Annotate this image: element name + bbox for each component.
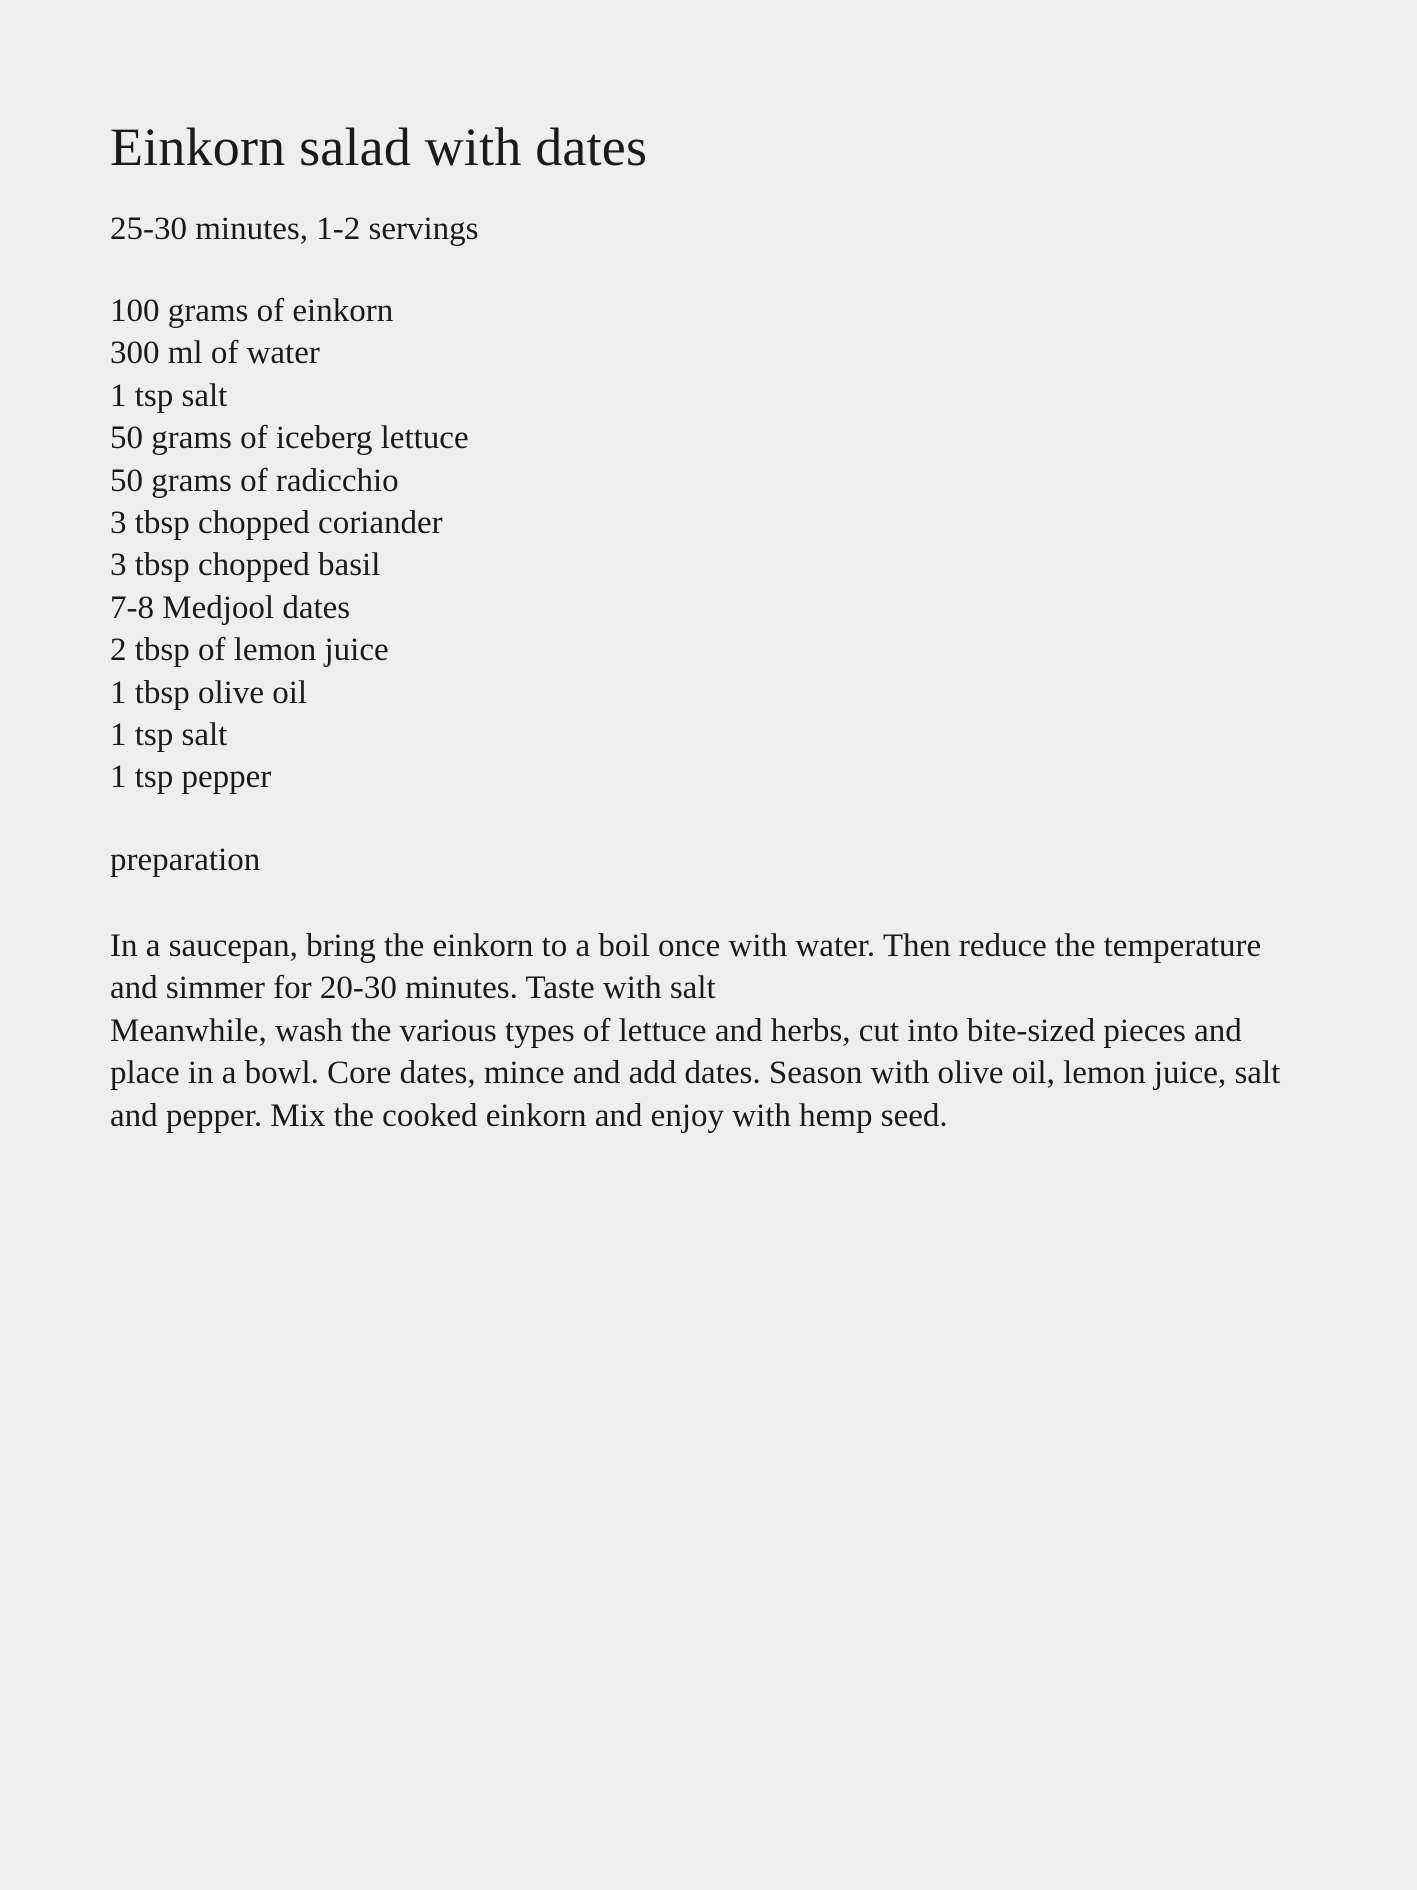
recipe-title: Einkorn salad with dates [110, 117, 648, 177]
ingredient-item: 7-8 Medjool dates [110, 589, 351, 626]
preparation-heading: preparation [110, 841, 261, 878]
ingredient-item: 3 tbsp chopped basil [110, 547, 381, 584]
ingredient-item: 50 grams of radicchio [110, 462, 399, 499]
recipe-page [110, 112, 1310, 1137]
ingredient-item: 300 ml of water [110, 335, 320, 372]
ingredient-item: 3 tbsp chopped coriander [110, 505, 443, 542]
ingredient-list [110, 290, 1310, 799]
ingredient-item: 1 tsp pepper [110, 759, 272, 796]
ingredient-item: 1 tbsp olive oil [110, 674, 308, 711]
preparation-step: Meanwhile, wash the various types of lettuce and herbs, cut into bite-sized pieces and place in a bowl. Core dates, mince and add dates. Season with olive oil, lemon juice, salt and pepper. Mix the cooked einkorn and enjoy with hemp seed. [110, 1012, 1281, 1134]
ingredient-item: 2 tbsp of lemon juice [110, 632, 389, 669]
ingredient-item: 1 tsp salt [110, 377, 228, 414]
ingredient-item: 50 grams of iceberg lettuce [110, 420, 469, 457]
ingredient-item: 1 tsp salt [110, 717, 228, 754]
preparation-step: In a saucepan, bring the einkorn to a boil once with water. Then reduce the temperature and simmer for 20-30 minutes. Taste with salt [110, 927, 1262, 1007]
preparation-instructions [110, 925, 1310, 1137]
ingredient-item: 100 grams of einkorn [110, 293, 394, 329]
recipe-time-servings: 25-30 minutes, 1-2 servings [110, 211, 479, 247]
